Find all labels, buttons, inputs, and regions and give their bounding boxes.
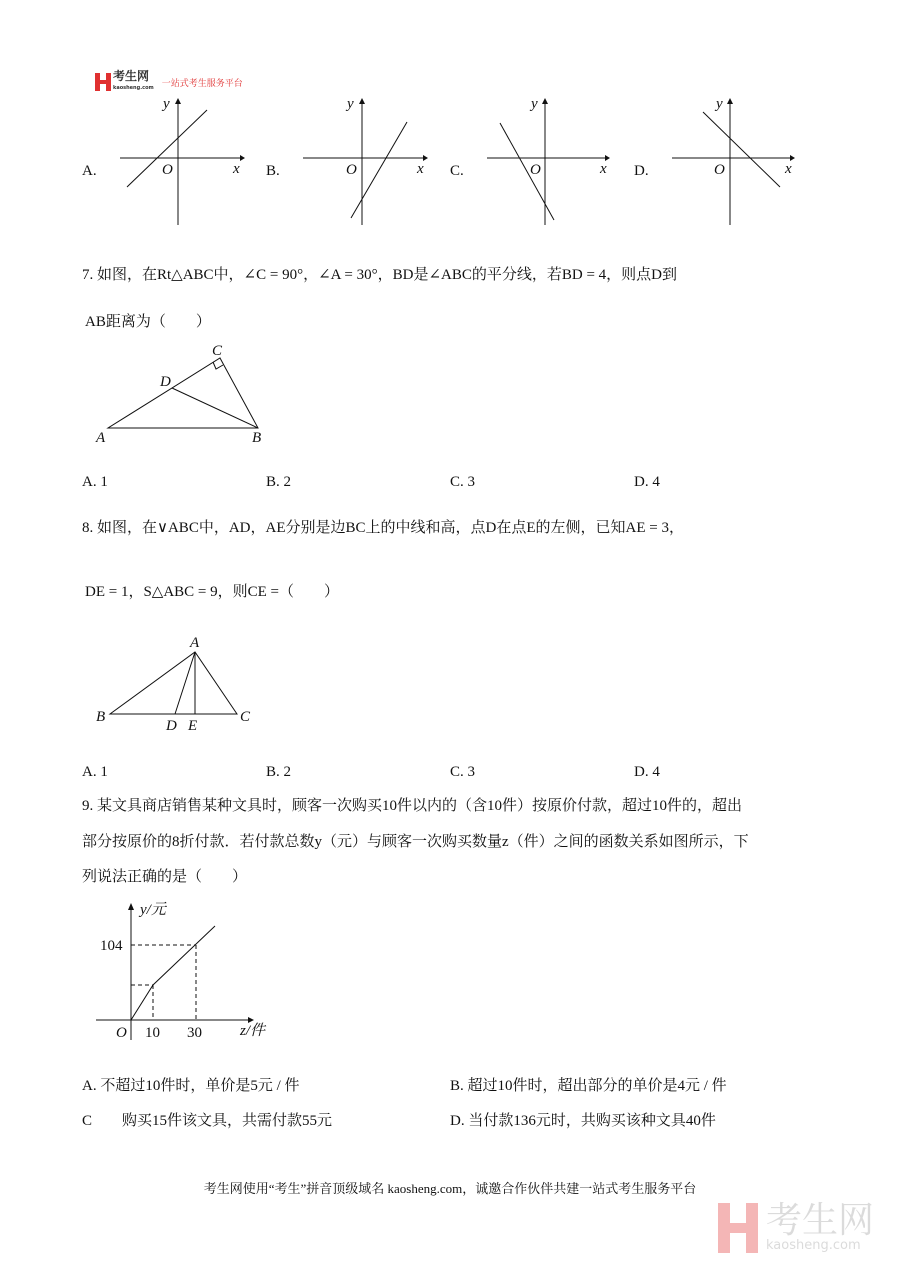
svg-text:D: D	[166, 718, 177, 734]
q6-option-b-label: B.	[266, 163, 280, 179]
watermark-name: 考生网 kaosheng.com	[766, 1200, 875, 1253]
q6-graph-b	[298, 95, 433, 230]
q8-question-line2: DE = 1，S△ABC = 9，则CE =（ ）	[85, 584, 340, 600]
svg-text:z/件: z/件	[240, 1023, 266, 1039]
logo-name: 考生网 kaosheng.com	[113, 69, 154, 91]
q8-option-b: B. 2	[266, 764, 292, 780]
q6-graph-a	[115, 95, 250, 230]
q7-question-line1: 7. 如图，在Rt△ABC中，∠C = 90°，∠A = 30°，BD是∠ABC的平分线，若BD = 4，则点D到	[82, 267, 677, 283]
svg-text:y: y	[716, 96, 723, 112]
q6-option-c-label: C.	[450, 163, 464, 179]
q6-graph-c	[482, 95, 617, 230]
header-logo	[95, 70, 243, 94]
svg-text:x: x	[417, 161, 424, 177]
function-line	[131, 926, 215, 1020]
q7-question-line2: AB距离为（ ）	[85, 314, 211, 330]
svg-text:C: C	[240, 709, 251, 725]
svg-text:E: E	[188, 718, 198, 734]
q7-option-a: A. 1	[82, 474, 108, 490]
q9-price-graph	[95, 895, 275, 1045]
q9-option-d: D. 当付款136元时，共购买该种文具40件	[450, 1113, 716, 1129]
q7-option-c: C. 3	[450, 474, 476, 490]
watermark	[718, 1200, 875, 1253]
q7-triangle-figure	[95, 340, 270, 450]
svg-text:x: x	[785, 161, 792, 177]
q6-option-a-label: A.	[82, 163, 97, 179]
svg-text:A: A	[96, 430, 106, 446]
q8-triangle-figure	[95, 630, 260, 735]
svg-text:O: O	[714, 162, 725, 178]
svg-text:30: 30	[187, 1025, 202, 1041]
svg-text:104: 104	[100, 938, 123, 954]
svg-text:y/元: y/元	[140, 902, 166, 918]
svg-text:B: B	[252, 430, 262, 446]
watermark-logo-icon	[718, 1203, 758, 1253]
q6-graph-d	[667, 95, 802, 230]
q9-question-line2: 部分按原价的8折付款．若付款总数y（元）与顾客一次购买数量z（件）之间的函数关系如图所示，下	[82, 834, 749, 850]
q8-question-line1: 8. 如图，在∨ABC中，AD，AE分别是边BC上的中线和高，点D在点E的左侧，已知AE = 3，	[82, 520, 684, 536]
q7-option-b: B. 2	[266, 474, 292, 490]
svg-text:O: O	[116, 1025, 127, 1041]
svg-text:y: y	[163, 96, 170, 112]
q9-option-b: B. 超过10件时，超出部分的单价是4元 / 件	[450, 1078, 727, 1094]
svg-text:x: x	[233, 161, 240, 177]
q9-question-line1: 9. 某文具商店销售某种文具时，顾客一次购买10件以内的（含10件）按原价付款，超过10件的，超出	[82, 798, 743, 814]
q9-option-c: C 购买15件该文具，共需付款55元	[82, 1113, 333, 1129]
svg-text:O: O	[346, 162, 357, 178]
kaosheng-logo-icon	[95, 73, 111, 91]
svg-text:C: C	[212, 343, 223, 359]
svg-text:D: D	[160, 374, 171, 390]
header-slogan: 一站式考生服务平台	[161, 78, 243, 89]
svg-text:10: 10	[145, 1025, 160, 1041]
q9-question-line3: 列说法正确的是（ ）	[82, 869, 248, 885]
q8-option-d: D. 4	[634, 764, 660, 780]
q6-option-d-label: D.	[634, 163, 649, 179]
function-line	[351, 122, 407, 218]
svg-text:A: A	[190, 635, 200, 651]
q8-option-a: A. 1	[82, 764, 108, 780]
footer-text: 考生网使用“考生”拼音顶级域名 kaosheng.com，诚邀合作伙伴共建一站式考生服务平台	[203, 1181, 697, 1196]
q8-option-c: C. 3	[450, 764, 476, 780]
svg-text:B: B	[96, 709, 106, 725]
svg-text:O: O	[530, 162, 541, 178]
svg-text:O: O	[162, 162, 173, 178]
q9-option-a: A. 不超过10件时，单价是5元 / 件	[82, 1078, 300, 1094]
svg-text:y: y	[531, 96, 538, 112]
q7-option-d: D. 4	[634, 474, 660, 490]
svg-text:y: y	[347, 96, 354, 112]
svg-text:x: x	[600, 161, 607, 177]
function-line	[500, 123, 554, 220]
